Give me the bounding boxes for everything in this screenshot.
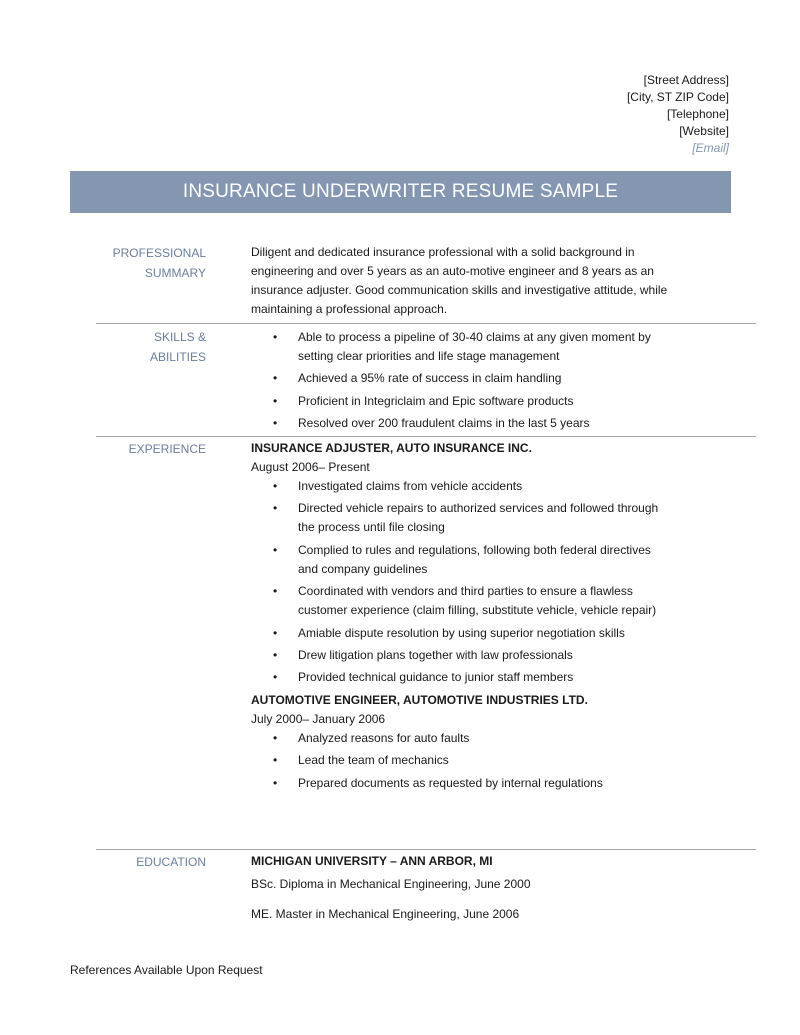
email: [Email] <box>692 141 729 155</box>
education-label: EDUCATION <box>136 855 206 869</box>
skill-item: • Able to process a pipeline of 30-40 claims at any given moment by setting clear priorities and life stage management <box>251 328 671 366</box>
skills-content <box>251 328 671 437</box>
degree-line: ME. Master in Mechanical Engineering, June 2006 <box>251 907 520 921</box>
contact-block <box>627 72 729 157</box>
job-title: INSURANCE ADJUSTER, AUTO INSURANCE INC. <box>251 441 532 455</box>
skills-section <box>96 323 756 431</box>
skill-item: • Resolved over 200 fraudulent claims in the last 5 years <box>251 414 671 433</box>
skill-item: • Proficient in Integriclaim and Epic software products <box>251 392 671 411</box>
telephone: [Telephone] <box>666 107 729 121</box>
job-bullet: • Investigated claims from vehicle accidents <box>251 477 671 496</box>
job-bullets <box>251 477 671 687</box>
job-bullet: • Coordinated with vendors and third parties to ensure a flawless customer experience (claim filling, substitute vehicle, vehicle repair) <box>251 582 671 620</box>
summary-text: Diligent and dedicated insurance professional with a solid background in engineering and over 5 years as an auto-motive engineer and 8 years as an insurance adjuster. Good communication skills and investigative attitude, while maintaining a professional approach. <box>251 245 668 316</box>
degree-line: BSc. Diploma in Mechanical Engineering, June 2000 <box>251 877 531 891</box>
experience-label: EXPERIENCE <box>128 442 206 456</box>
education-section <box>96 849 756 921</box>
job-bullet: • Amiable dispute resolution by using superior negotiation skills <box>251 624 671 643</box>
experience-content <box>251 439 671 796</box>
job-bullet: • Complied to rules and regulations, following both federal directives and company guidelines <box>251 541 671 579</box>
summary-label-line1: PROFESSIONAL <box>112 246 206 260</box>
job-dates: July 2000– January 2006 <box>251 711 386 726</box>
summary-label-line2: SUMMARY <box>144 266 206 280</box>
page-title: INSURANCE UNDERWRITER RESUME SAMPLE <box>182 181 619 202</box>
skills-list <box>251 328 671 433</box>
skills-label: SKILLS & ABILITIES <box>149 330 206 364</box>
job-bullets <box>251 729 671 793</box>
city-state-zip: [City, ST ZIP Code] <box>626 90 729 104</box>
summary-label <box>96 243 206 283</box>
job-bullet: • Prepared documents as requested by internal regulations <box>251 774 671 793</box>
title-banner <box>70 171 731 213</box>
job-title: AUTOMOTIVE ENGINEER, AUTOMOTIVE INDUSTRIES LTD. <box>251 692 588 707</box>
job-bullet: • Lead the team of mechanics <box>251 751 671 770</box>
experience-section <box>96 436 756 790</box>
website: [Website] <box>679 124 729 138</box>
education-content <box>251 852 671 924</box>
references-note: References Available Upon Request <box>70 963 263 977</box>
job-bullet: • Provided technical guidance to junior staff members <box>251 668 671 687</box>
job-bullet: • Drew litigation plans together with law professionals <box>251 646 671 665</box>
school-name: MICHIGAN UNIVERSITY – ANN ARBOR, MI <box>251 854 493 868</box>
job-dates: August 2006– Present <box>251 460 370 474</box>
street-address: [Street Address] <box>643 73 729 87</box>
skill-item: • Achieved a 95% rate of success in claim handling <box>251 369 671 388</box>
job-bullet: • Analyzed reasons for auto faults <box>251 729 671 748</box>
job-bullet: • Directed vehicle repairs to authorized services and followed through the process until file closing <box>251 499 671 537</box>
summary-content <box>251 243 671 319</box>
